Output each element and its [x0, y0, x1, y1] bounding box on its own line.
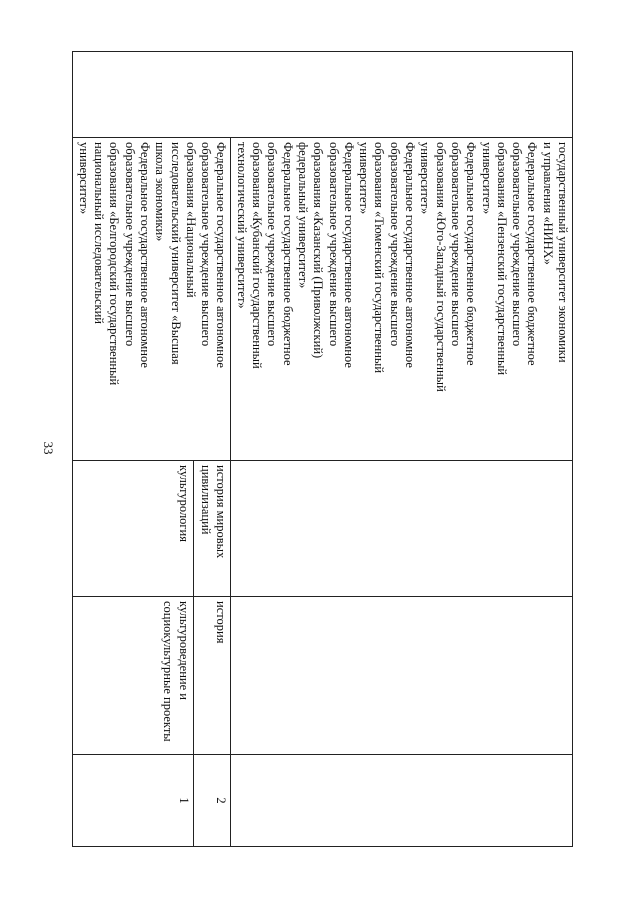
university-line: образования «Казанский (Приволжский): [311, 142, 326, 359]
university-line: образования «Национальный: [183, 142, 198, 298]
rotated-table-wrapper: [76, 51, 573, 846]
university-line: государственный университет экономики: [556, 142, 570, 363]
university-line: Федеральное государственное автономное: [137, 142, 152, 368]
subject-cell: культурология: [73, 461, 193, 597]
page-number: 33: [41, 441, 56, 455]
subject-cell: история мировых цивилизаций: [193, 461, 231, 597]
university-line: университет»: [357, 142, 372, 215]
count-cell: 1: [73, 755, 193, 847]
university-line: Федеральное государственное автономное: [341, 142, 356, 368]
olympiad-table: [73, 51, 574, 847]
university-line: образовательное учреждение высшего: [448, 142, 463, 347]
count-cell: 2: [193, 755, 231, 847]
table-row: [231, 52, 573, 847]
university-line: федеральный университет»: [295, 142, 310, 289]
subject-cell: культуроведение и социокультурные проекты: [73, 597, 193, 755]
university-line: и управления «НИНХ»: [540, 142, 555, 265]
university-line: образования «Кубанский государственный: [250, 142, 265, 369]
university-line: образования «Тюменский государственный: [372, 142, 387, 374]
universities-cell: [231, 138, 573, 461]
university-line: университет»: [418, 142, 433, 215]
universities-list-b: [76, 142, 229, 456]
empty-cell: [231, 755, 573, 847]
university-line: технологический университет»: [234, 142, 249, 309]
university-line: образования «Белгородский государственный: [107, 142, 122, 386]
university-line: Федеральное государственное автономное: [403, 142, 418, 368]
university-line: образовательное учреждение высшего: [387, 142, 402, 347]
university-line: образования «Пензенский государственный: [494, 142, 509, 376]
universities-list-a: [233, 142, 570, 456]
universities-cell: [73, 138, 231, 461]
university-line: Федеральное государственное бюджетное: [464, 142, 479, 366]
university-line: университет»: [76, 142, 91, 215]
university-line: образования «Юго-Западный государственный: [433, 142, 448, 392]
empty-cell: [73, 52, 573, 138]
university-line: Федеральное государственное автономное: [214, 142, 229, 368]
university-line: национальный исследовательский: [92, 142, 107, 324]
university-line: исследовательский университет «Высшая: [168, 142, 183, 365]
university-line: Федеральное государственное бюджетное: [525, 142, 540, 366]
university-line: образовательное учреждение высшего: [199, 142, 214, 347]
university-line: образовательное учреждение высшего: [510, 142, 525, 347]
university-line: школа экономики»: [153, 142, 168, 242]
university-line: образовательное учреждение высшего: [326, 142, 341, 347]
university-line: Федеральное государственное бюджетное: [280, 142, 295, 366]
university-line: университет»: [479, 142, 494, 215]
empty-cell: [231, 597, 573, 755]
university-line: образовательное учреждение высшего: [122, 142, 137, 347]
university-line: образовательное учреждение высшего: [265, 142, 280, 347]
subject-cell: история: [193, 597, 231, 755]
empty-cell: [231, 461, 573, 597]
table-row: [193, 52, 231, 847]
